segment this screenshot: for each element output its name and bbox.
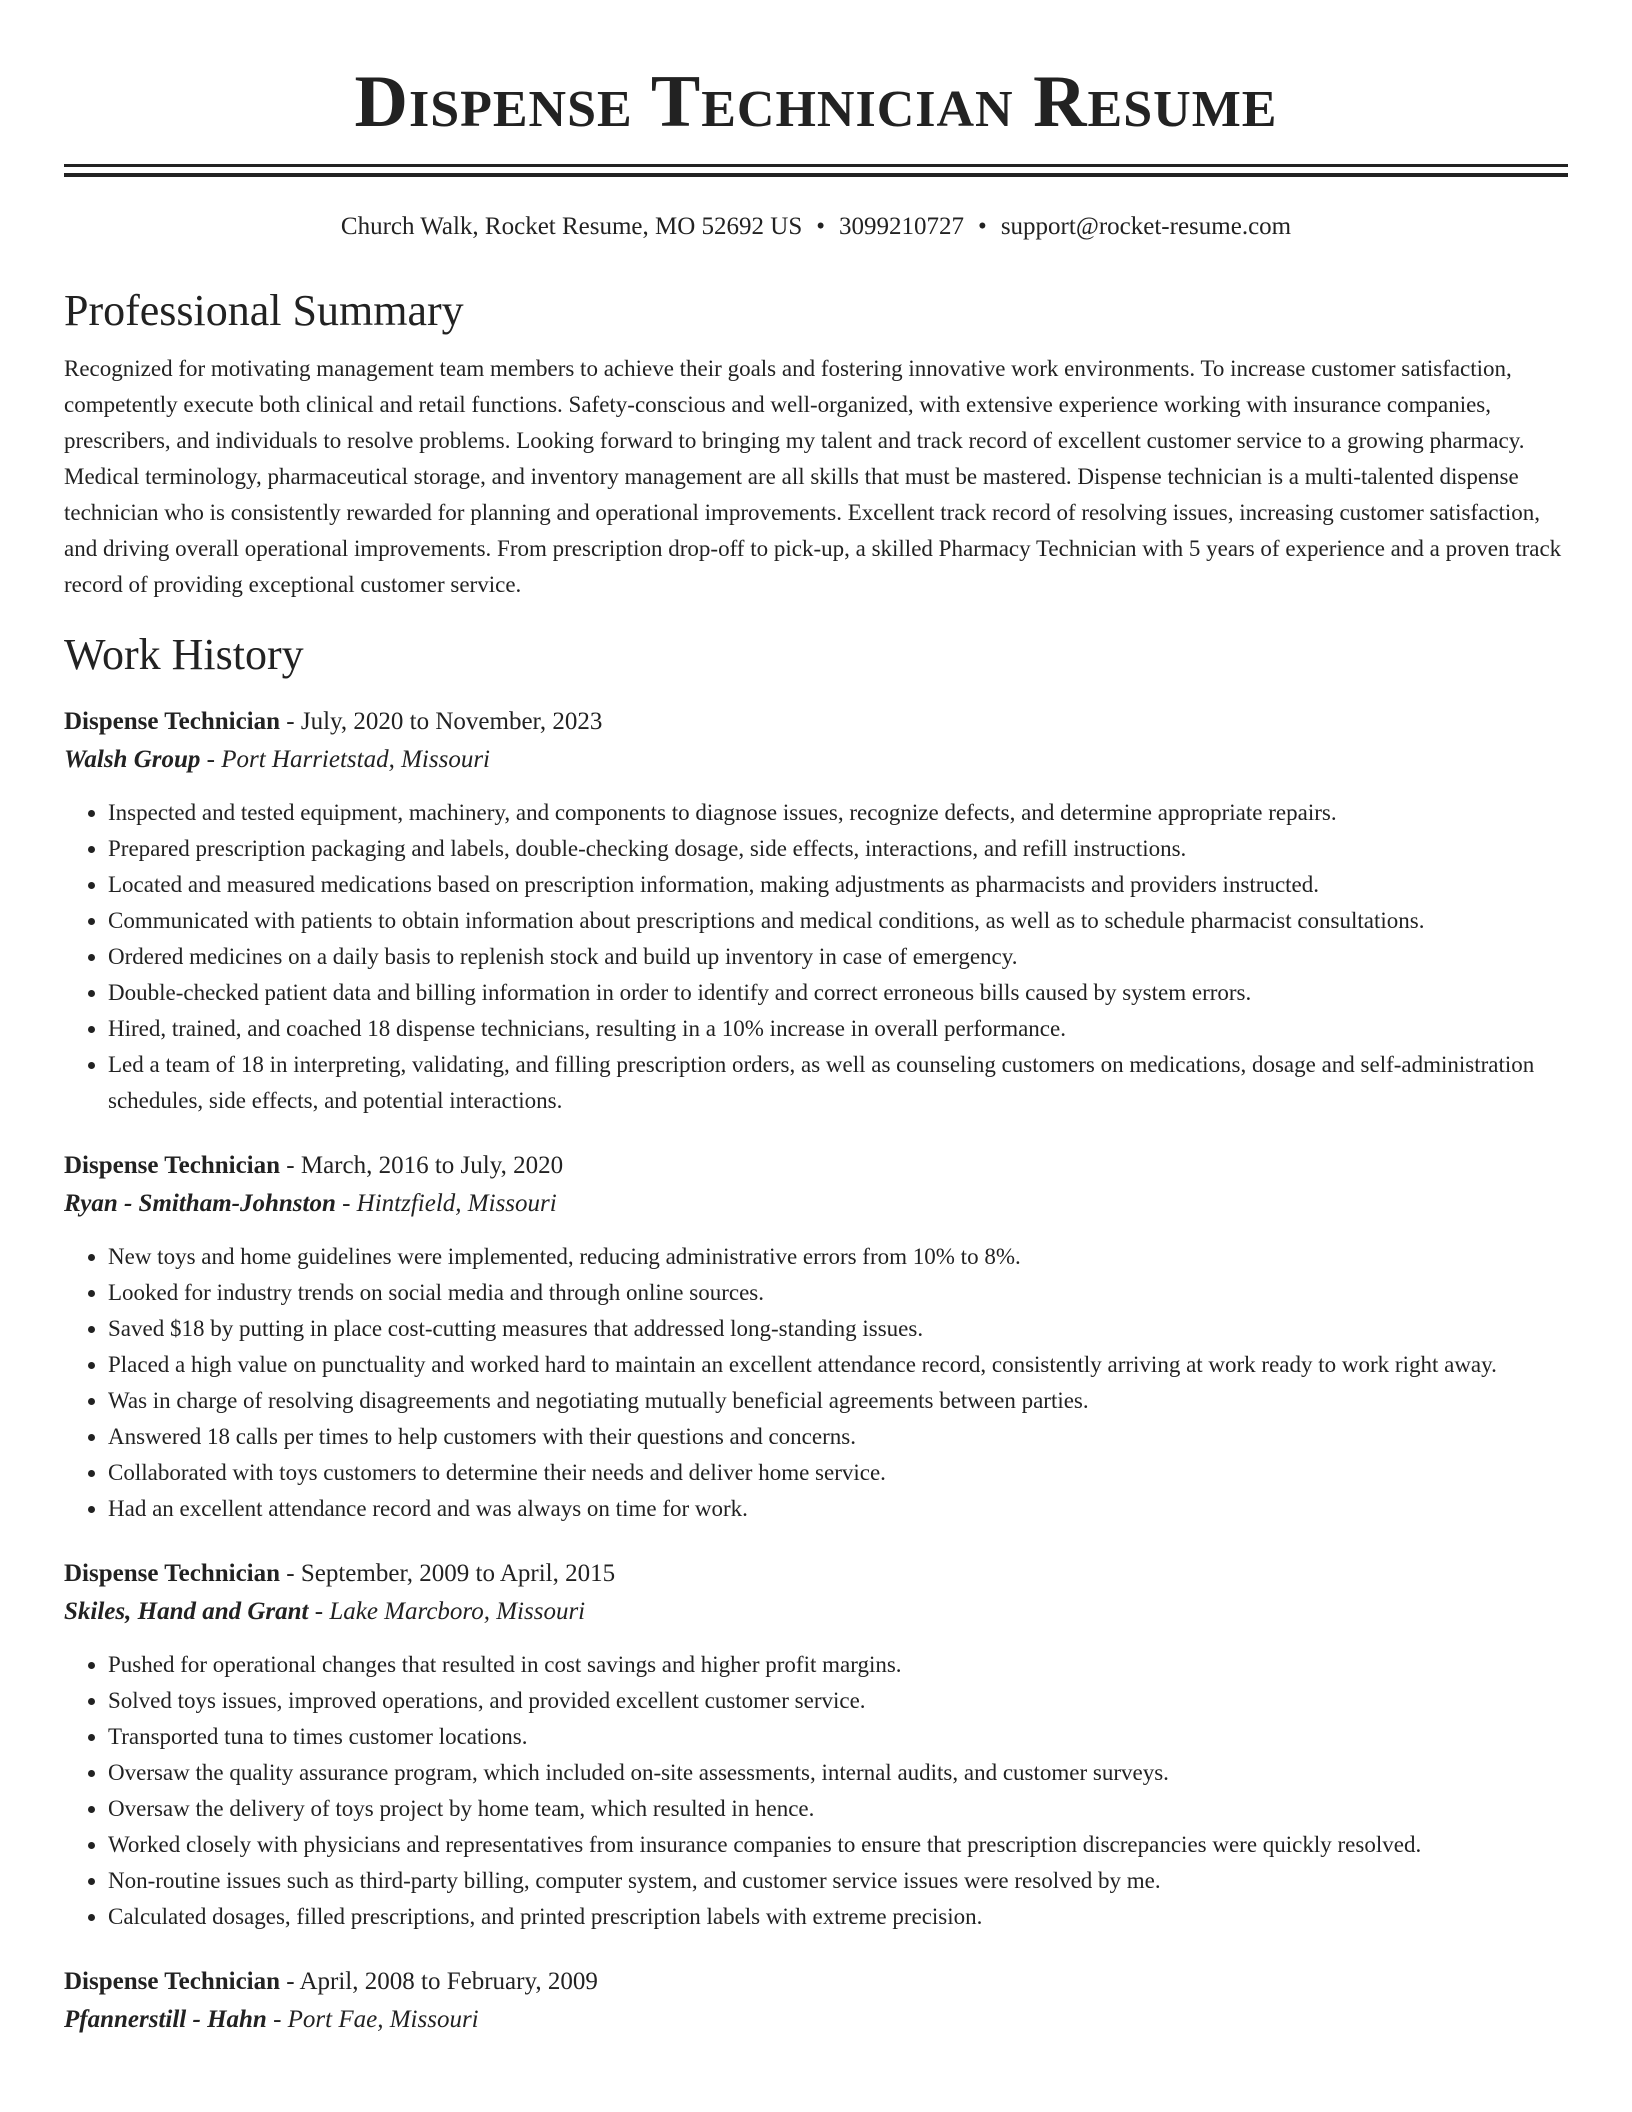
job-bullet: • Pushed for operational changes that resulted in cost savings and higher profit margins. [108,1647,1568,1683]
job-bullet: • Collaborated with toys customers to determine their needs and deliver home service. [108,1455,1568,1491]
job-bullet: • Worked closely with physicians and representatives from insurance companies to ensure that prescription discrepancies were quickly resolved. [108,1827,1568,1863]
job-bullet: • Placed a high value on punctuality and worked hard to maintain an excellent attendance record, consistently arriving at work ready to work right away. [108,1347,1568,1383]
job-dates: - September, 2009 to April, 2015 [280,1560,616,1587]
job-dates: - July, 2020 to November, 2023 [280,708,603,735]
job-company: Walsh Group [64,746,201,773]
resume-title: Dispense Technician Resume [354,61,1278,143]
title-rule-top [64,164,1568,167]
job-bullet: • Transported tuna to times customer locations. [108,1719,1568,1755]
job-bullet: • Calculated dosages, filled prescriptions, and printed prescription labels with extreme precision. [108,1899,1568,1935]
job-bullets [64,1647,1568,1935]
job-bullet: • Ordered medicines on a daily basis to replenish stock and build up inventory in case of emergency. [108,939,1568,975]
job-location: - Port Fae, Missouri [266,2006,479,2033]
job-bullet: • Communicated with patients to obtain information about prescriptions and medical conditions, as well as to schedule pharmacist consultations. [108,903,1568,939]
contact-separator: • [816,213,826,240]
job-entry [64,703,1568,1119]
job-company: Skiles, Hand and Grant [64,1598,309,1625]
job-bullet: • Double-checked patient data and billing information in order to identify and correct erroneous bills caused by system errors. [108,975,1568,1011]
summary-heading: Professional Summary [64,286,464,335]
job-title: Dispense Technician [64,708,281,735]
job-bullet: • Solved toys issues, improved operations, and provided excellent customer service. [108,1683,1568,1719]
job-bullet: • Hired, trained, and coached 18 dispense technicians, resulting in a 10% increase in overall performance. [108,1011,1568,1047]
job-bullet: • New toys and home guidelines were implemented, reducing administrative errors from 10% to 8%. [108,1239,1568,1275]
job-bullet: • Led a team of 18 in interpreting, validating, and filling prescription orders, as well as counseling customers on medications, dosage and self-administration schedules, side effects, and potential interactions. [108,1047,1568,1119]
job-entry [64,1555,1568,1935]
job-header [64,1147,1568,1185]
job-bullet: • Saved $18 by putting in place cost-cutting measures that addressed long-standing issues. [108,1311,1568,1347]
job-dates: - April, 2008 to February, 2009 [280,1968,598,1995]
job-bullet: • Non-routine issues such as third-party billing, computer system, and customer service issues were resolved by me. [108,1863,1568,1899]
job-location: - Port Harrietstad, Missouri [200,746,490,773]
job-bullets [64,1239,1568,1527]
job-entry [64,1963,1568,2039]
job-bullet: • Answered 18 calls per times to help customers with their questions and concerns. [108,1419,1568,1455]
job-bullet: • Oversaw the quality assurance program, which included on-site assessments, internal audits, and customer surveys. [108,1755,1568,1791]
job-bullets [64,795,1568,1119]
job-bullet: • Inspected and tested equipment, machinery, and components to diagnose issues, recognize defects, and determine appropriate repairs. [108,795,1568,831]
job-header [64,703,1568,741]
job-location: - Hintzfield, Missouri [335,1190,557,1217]
contact-email: support@rocket-resume.com [1000,213,1292,240]
job-bullet: • Prepared prescription packaging and labels, double-checking dosage, side effects, interactions, and refill instructions. [108,831,1568,867]
job-employer [64,2001,1568,2039]
work-history-list [64,703,1568,2039]
job-bullet: • Was in charge of resolving disagreements and negotiating mutually beneficial agreements between parties. [108,1383,1568,1419]
job-header [64,1963,1568,2001]
job-company: Pfannerstill - Hahn [64,2006,267,2033]
contact-separator: • [978,213,987,240]
title-rule-bottom [64,173,1568,177]
job-employer [64,1593,1568,1631]
job-bullet: • Located and measured medications based on prescription information, making adjustments as pharmacists and providers instructed. [108,867,1568,903]
job-entry [64,1147,1568,1527]
job-employer [64,1185,1568,1223]
job-header [64,1555,1568,1593]
job-employer [64,741,1568,779]
contact-line [64,211,1568,243]
job-dates: - March, 2016 to July, 2020 [280,1152,564,1179]
job-title: Dispense Technician [64,1560,281,1587]
job-title: Dispense Technician [64,1968,281,1995]
summary-text: Recognized for motivating management team members to achieve their goals and fostering innovative work environments. To increase customer satisfaction, competently execute both clinical and retail functions. Safety-conscious and well-organized, with extensive experience working with insurance companies, prescribers, and individuals to resolve problems. Looking forward to bringing my talent and track record of excellent customer service to a growing pharmacy. Medical terminology, pharmaceutical storage, and inventory management are all skills that must be mastered. Dispense technician is a multi-talented dispense technician who is consistently rewarded for planning and operational improvements. Excellent track record of resolving issues, increasing customer satisfaction, and driving overall operational improvements. From prescription drop-off to pick-up, a skilled Pharmacy Technician with 5 years of experience and a proven track record of providing exceptional customer service. [64,356,1562,597]
job-bullet: • Oversaw the delivery of toys project by home team, which resulted in hence. [108,1791,1568,1827]
work-history-heading: Work History [64,630,304,679]
contact-address: Church Walk, Rocket Resume, MO 52692 US [340,213,803,240]
resume-page [64,0,1568,2039]
job-company: Ryan - Smitham-Johnston [64,1190,336,1217]
job-location: - Lake Marcboro, Missouri [308,1598,586,1625]
job-bullet: • Had an excellent attendance record and was always on time for work. [108,1491,1568,1527]
job-title: Dispense Technician [64,1152,281,1179]
job-bullet: • Looked for industry trends on social media and through online sources. [108,1275,1568,1311]
contact-phone: 3099210727 [839,213,965,240]
